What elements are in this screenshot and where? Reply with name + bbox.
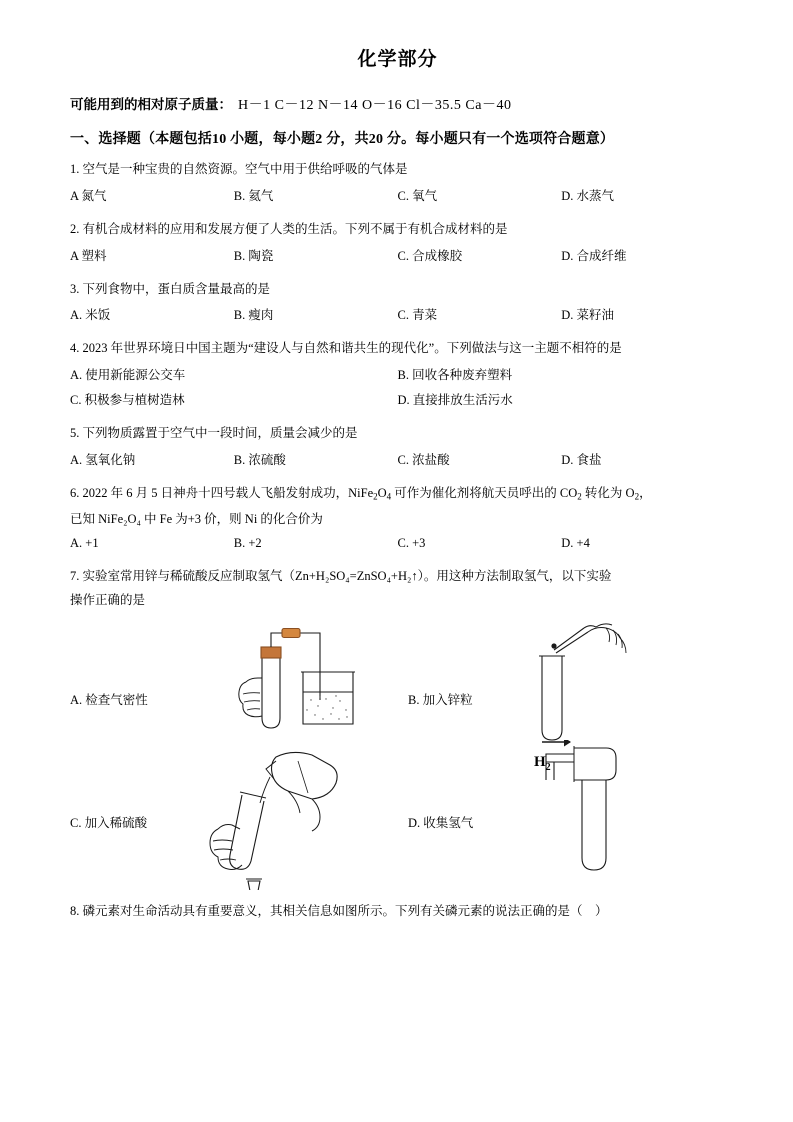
question-7-stem-line2: 操作正确的是 bbox=[70, 593, 146, 608]
question-4-options-row2 bbox=[70, 390, 725, 408]
question-5-stem: 5. 下列物质露置于空气中一段时间，质量会减少的是 bbox=[70, 426, 358, 440]
option-b[interactable]: B. 陶瓷 bbox=[233, 248, 274, 263]
option-b[interactable]: B. 氦气 bbox=[233, 188, 274, 203]
question-5-options bbox=[70, 450, 725, 468]
page-title: 化学部分 bbox=[357, 49, 438, 70]
figure-airtightness-check bbox=[170, 620, 370, 735]
option-b[interactable]: B. 瘦肉 bbox=[233, 308, 274, 323]
atomic-masses-values: H－1 C－12 N－14 O－16 Cl－35.5 Ca－40 bbox=[238, 98, 512, 113]
question-2-stem: 2. 有机合成材料的应用和发展方便了人类的生活。下列不属于有机合成材料的是 bbox=[70, 221, 508, 236]
question-3-options bbox=[70, 305, 725, 323]
section-heading-choice: 一、选择题（本题包括10 小题，每小题2 分，共20 分。每小题只有一个选项符合题意） bbox=[70, 132, 615, 147]
option-d[interactable]: D. 合成纤维 bbox=[561, 248, 627, 263]
q6-sub-2b: 2 bbox=[577, 491, 582, 502]
question-7-figures bbox=[70, 620, 725, 890]
figure-label-c: C. 加入稀硫酸 bbox=[70, 816, 148, 831]
option-b[interactable]: B. 浓硫酸 bbox=[233, 452, 286, 467]
q6-sub-4: 4 bbox=[386, 491, 392, 502]
q6-sub-2a: 2 bbox=[373, 491, 378, 502]
q6-text-end: 转化为 O bbox=[581, 485, 635, 500]
document-content bbox=[70, 44, 725, 927]
option-a[interactable]: A. 使用新能源公交车 bbox=[70, 368, 186, 382]
option-c[interactable]: C. 浓盐酸 bbox=[397, 452, 450, 467]
option-d[interactable]: D. +4 bbox=[561, 535, 590, 550]
question-1-stem: 1. 空气是一种宝贵的自然资源。空气中用于供给呼吸的气体是 bbox=[70, 162, 408, 176]
q6-text-mid: O bbox=[377, 485, 387, 500]
question-4-options-row1 bbox=[70, 365, 725, 383]
figure-label-h2: $H_2$ bbox=[534, 754, 551, 774]
q6-text-tail: ， bbox=[639, 485, 652, 500]
question-6-stem-line2: 已知 NiFe₂O₄ 中 Fe 为+3 价，则 Ni 的化合价为 bbox=[70, 511, 323, 526]
question-2-options bbox=[70, 246, 725, 264]
option-a[interactable]: A. 米饭 bbox=[70, 308, 111, 323]
option-d[interactable]: D. 水蒸气 bbox=[561, 188, 615, 203]
question-1-options bbox=[70, 186, 725, 204]
option-c[interactable]: C. 积极参与植树造林 bbox=[70, 393, 185, 407]
figure-label-b: B. 加入锌粒 bbox=[408, 693, 473, 708]
q6-sub-2c: 2 bbox=[634, 491, 640, 502]
option-c[interactable]: C. +3 bbox=[397, 535, 426, 550]
figure-add-dilute-sulfuric-acid bbox=[180, 745, 390, 890]
figure-add-zinc-granules bbox=[510, 620, 640, 745]
question-8-stem: 8. 磷元素对生命活动具有重要意义，其相关信息如图所示。下列有关磷元素的说法正确的是（ ） bbox=[70, 904, 608, 919]
option-d[interactable]: D. 直接排放生活污水 bbox=[397, 393, 513, 407]
option-b[interactable]: B. +2 bbox=[233, 535, 262, 550]
option-a[interactable]: A. +1 bbox=[70, 535, 99, 550]
option-a[interactable]: A 氮气 bbox=[70, 188, 107, 203]
question-7-stem-line1: 7. 实验室常用锌与稀硫酸反应制取氢气（Zn+H₂SO₄=ZnSO₄+H₂↑）。用这种方法制取氢气，以下实验 bbox=[70, 568, 612, 583]
question-3-stem: 3. 下列食物中，蛋白质含量最高的是 bbox=[70, 281, 271, 296]
atomic-masses-label: 可能用到的相对原子质量： bbox=[70, 97, 232, 112]
question-6-stem-line1 bbox=[70, 484, 725, 504]
option-a[interactable]: A. 氢氧化钠 bbox=[70, 452, 136, 467]
question-6-options bbox=[70, 536, 725, 551]
question-4-stem: 4. 2023 年世界环境日中国主题为“建设人与自然和谐共生的现代化”。下列做法与这一主题不相符的是 bbox=[70, 341, 622, 356]
option-a[interactable]: A 塑料 bbox=[70, 248, 107, 263]
option-c[interactable]: C. 氧气 bbox=[397, 188, 438, 203]
option-c[interactable]: C. 青菜 bbox=[397, 308, 438, 323]
q6-text-post: 可作为催化剂将航天员呼出的 CO bbox=[391, 485, 578, 500]
atomic-masses-line bbox=[70, 93, 725, 114]
option-d[interactable]: D. 菜籽油 bbox=[561, 308, 615, 323]
q6-text-pre: 6. 2022 年 6 月 5 日神舟十四号载人飞船发射成功，NiFe bbox=[70, 485, 374, 500]
option-b[interactable]: B. 回收各种废弃塑料 bbox=[397, 368, 513, 382]
figure-label-d: D. 收集氢气 bbox=[408, 816, 474, 831]
option-d[interactable]: D. 食盐 bbox=[561, 452, 602, 467]
figure-label-a: A. 检查气密性 bbox=[70, 693, 148, 708]
figure-collect-hydrogen bbox=[530, 740, 660, 890]
option-c[interactable]: C. 合成橡胶 bbox=[397, 248, 463, 263]
